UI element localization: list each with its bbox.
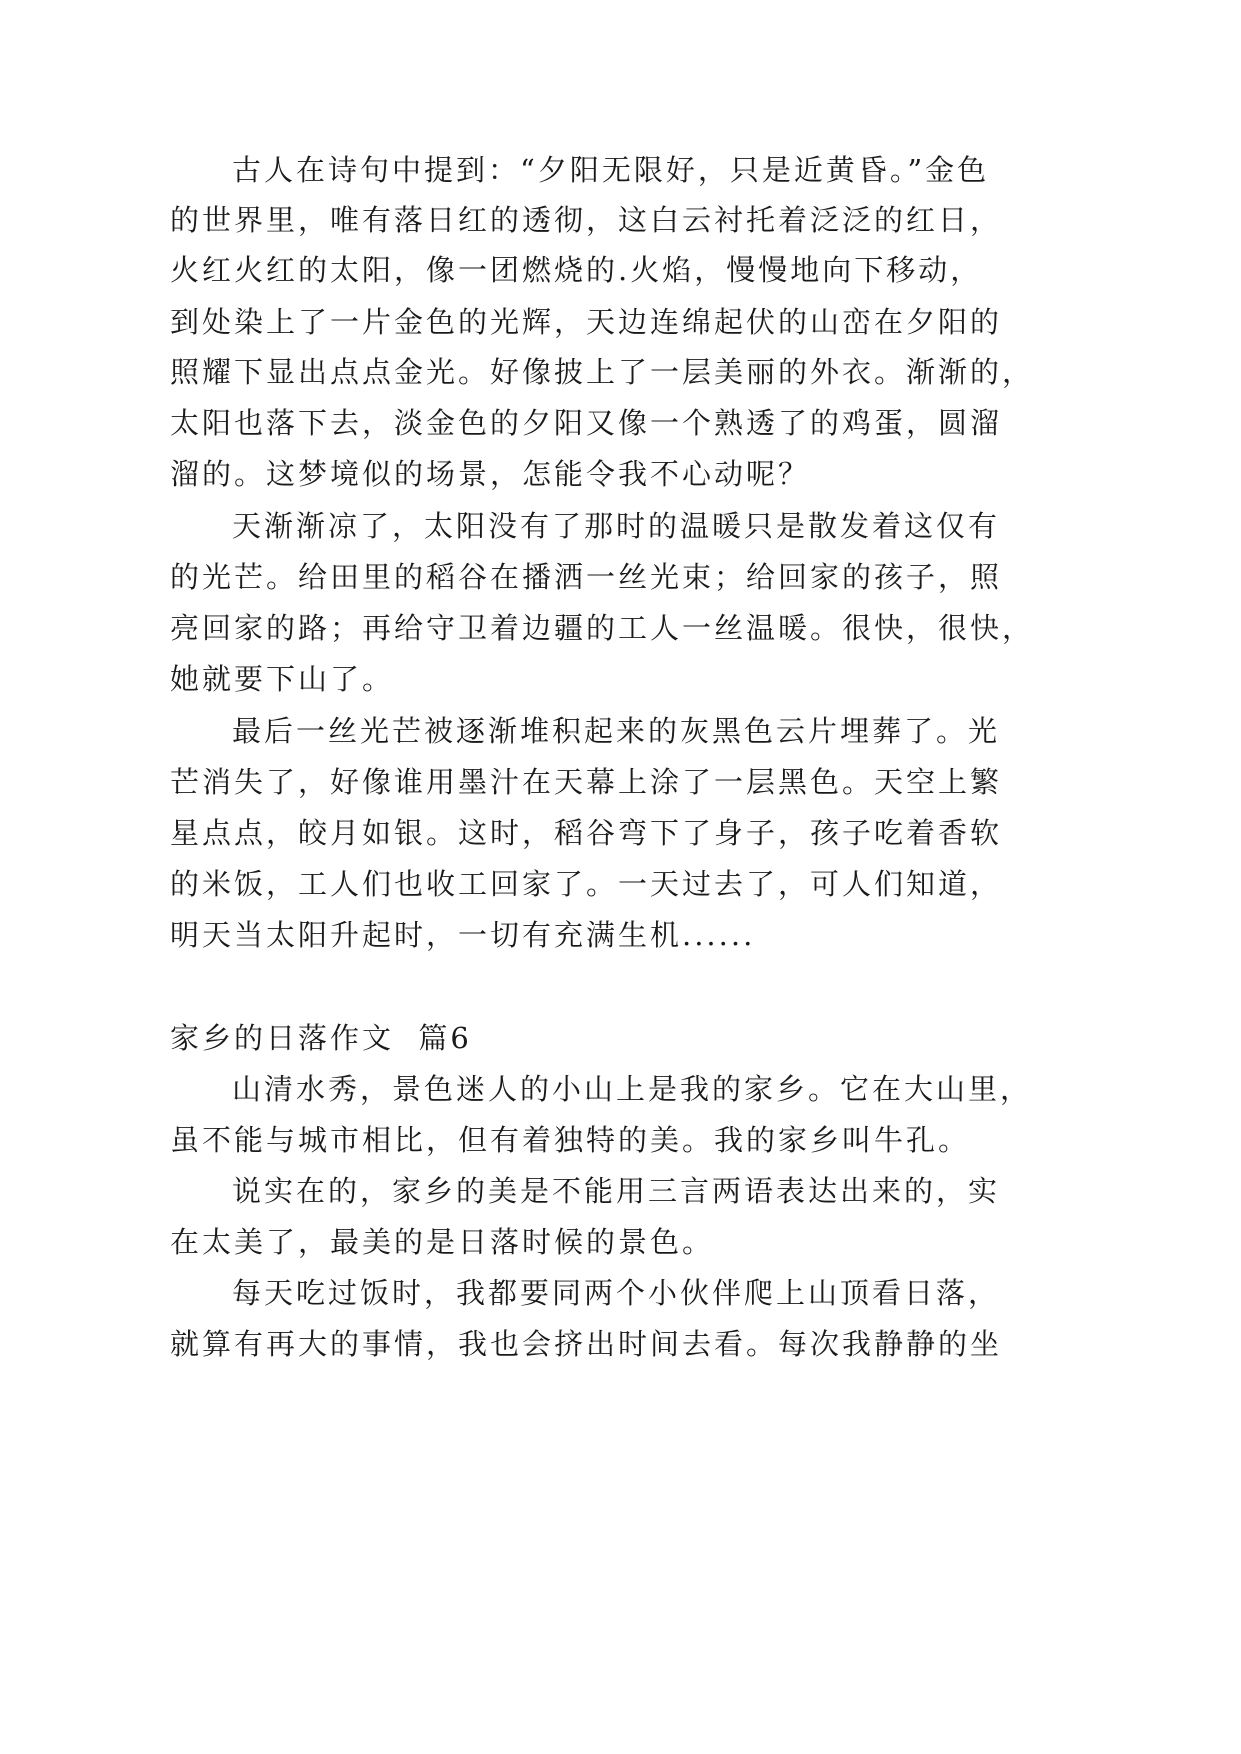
paragraph-line: 的光芒。给田里的稻谷在播洒一丝光束；给回家的孩子，照 — [170, 560, 1003, 594]
paragraph-line: 太阳也落下去，淡金色的夕阳又像一个熟透了的鸡蛋，圆溜 — [170, 406, 1003, 440]
paragraph-line: 说实在的，家乡的美是不能用三言两语表达出来的，实 — [232, 1174, 1001, 1208]
paragraph-line: 溜的。这梦境似的场景，怎能令我不心动呢？ — [170, 457, 811, 491]
paragraph-line: 的世界里，唯有落日红的透彻，这白云衬托着泛泛的红日， — [170, 203, 1003, 237]
paragraph-line: 最后一丝光芒被逐渐堆积起来的灰黑色云片埋葬了。光 — [232, 714, 1001, 748]
paragraph-line: 古人在诗句中提到：“夕阳无限好，只是近黄昏。”金色 — [232, 153, 990, 187]
paragraph-line: 山清水秀，景色迷人的小山上是我的家乡。它在大山里， — [232, 1072, 1033, 1106]
paragraph-line: 她就要下山了。 — [170, 662, 395, 696]
paragraph-line: 星点点，皎月如银。这时，稻谷弯下了身子，孩子吃着香软 — [170, 816, 1003, 850]
paragraph-line: 芒消失了，好像谁用墨汁在天幕上涂了一层黑色。天空上繁 — [170, 765, 1003, 799]
paragraph-line: 每天吃过饭时，我都要同两个小伙伴爬上山顶看日落， — [232, 1276, 1001, 1310]
section-heading: 家乡的日落作文 篇6 — [170, 1021, 472, 1055]
paragraph-line: 火红火红的太阳，像一团燃烧的.火焰，慢慢地向下移动， — [170, 253, 983, 287]
paragraph-line: 就算有再大的事情，我也会挤出时间去看。每次我静静的坐 — [170, 1327, 1003, 1361]
paragraph-line: 天渐渐凉了，太阳没有了那时的温暖只是散发着这仅有 — [232, 509, 1001, 543]
paragraph-line: 到处染上了一片金色的光辉，天边连绵起伏的山峦在夕阳的 — [170, 305, 1003, 339]
paragraph-line: 的米饭，工人们也收工回家了。一天过去了，可人们知道， — [170, 867, 1003, 901]
paragraph-line: 在太美了，最美的是日落时候的景色。 — [170, 1225, 715, 1259]
paragraph-line: 照耀下显出点点金光。好像披上了一层美丽的外衣。渐渐的， — [170, 355, 1035, 389]
paragraph-line: 亮回家的路；再给守卫着边疆的工人一丝温暖。很快，很快， — [170, 611, 1035, 645]
paragraph-line: 虽不能与城市相比，但有着独特的美。我的家乡叫牛孔。 — [170, 1123, 971, 1157]
paragraph-line: 明天当太阳升起时，一切有充满生机...... — [170, 918, 756, 952]
